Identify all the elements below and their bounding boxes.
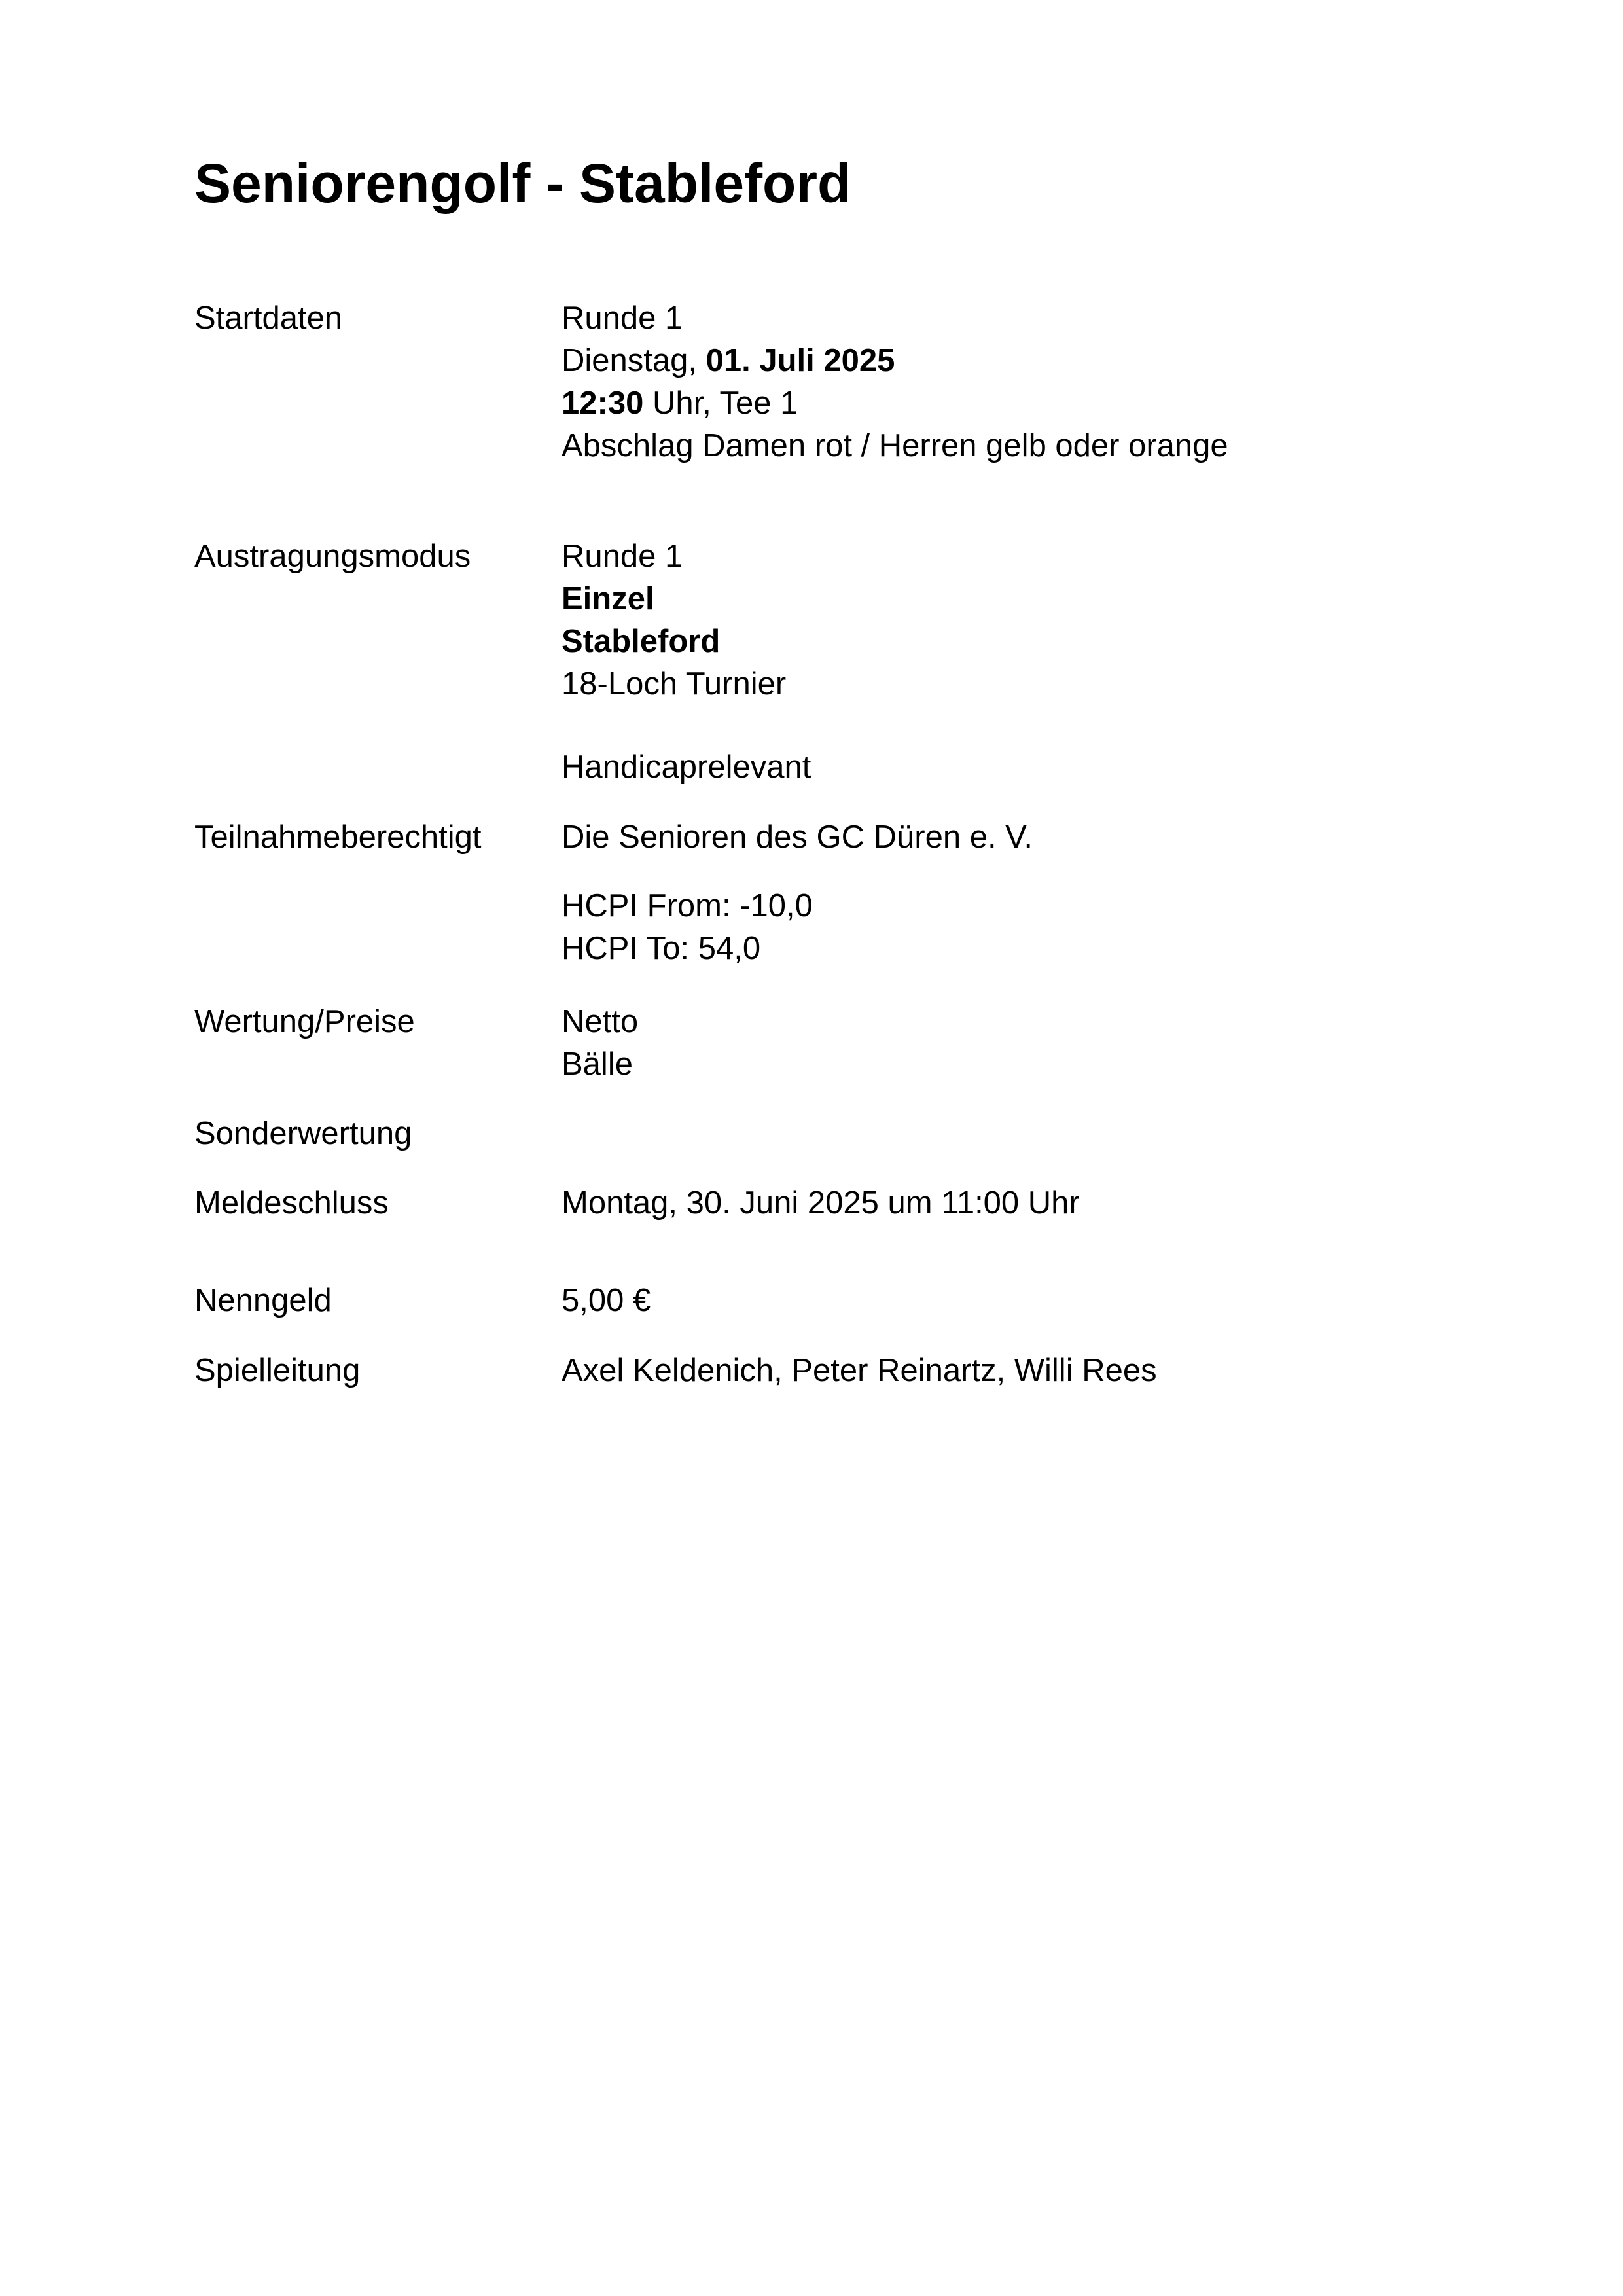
startdaten-label: Startdaten	[194, 300, 343, 336]
startdaten-value	[562, 297, 1228, 467]
teilnahme-gruppe: Die Senioren des GC Düren e. V.	[562, 819, 1033, 855]
nenngeld-label: Nenngeld	[194, 1283, 332, 1318]
page-title: Seniorengolf - Stableford	[194, 152, 851, 214]
meldeschluss-value: Montag, 30. Juni 2025 um 11:00 Uhr	[562, 1185, 1080, 1221]
austragungsmodus-handicap: Handicaprelevant	[562, 749, 812, 785]
teilnahme-label: Teilnahmeberechtigt	[194, 819, 482, 855]
startdaten-zeit: 12:30	[562, 386, 644, 421]
austragungsmodus-value	[562, 535, 786, 706]
teilnahme-hcpi-from: HCPI From: -10,0	[562, 888, 813, 924]
austragungsmodus-loecher: 18-Loch Turnier	[562, 666, 787, 702]
spielleitung-value: Axel Keldenich, Peter Reinartz, Willi Rees	[562, 1353, 1157, 1388]
sonderwertung-label: Sonderwertung	[194, 1116, 412, 1151]
wertung-preise-value	[562, 1001, 638, 1086]
wertung-preise-preise: Bälle	[562, 1047, 633, 1082]
nenngeld-value: 5,00 €	[562, 1283, 651, 1318]
startdaten-runde: Runde 1	[562, 300, 683, 336]
spielleitung-label: Spielleitung	[194, 1353, 361, 1388]
teilnahme-hcpi	[562, 885, 813, 970]
startdaten-wochentag: Dienstag,	[562, 343, 698, 378]
austragungsmodus-art: Einzel	[562, 581, 654, 617]
austragungsmodus-runde: Runde 1	[562, 539, 683, 574]
austragungsmodus-wertung: Stableford	[562, 624, 721, 659]
startdaten-datum: 01. Juli 2025	[705, 343, 895, 378]
startdaten-zeit-suffix: Uhr, Tee 1	[652, 386, 798, 421]
teilnahme-hcpi-to: HCPI To: 54,0	[562, 931, 761, 966]
wertung-preise-wertung: Netto	[562, 1004, 639, 1039]
meldeschluss-label: Meldeschluss	[194, 1185, 389, 1221]
startdaten-zeit-line	[562, 382, 1228, 425]
wertung-preise-label: Wertung/Preise	[194, 1004, 415, 1039]
austragungsmodus-label: Austragungsmodus	[194, 539, 471, 574]
startdaten-abschlag: Abschlag Damen rot / Herren gelb oder orange	[562, 428, 1228, 463]
startdaten-datum-line	[562, 340, 1228, 382]
